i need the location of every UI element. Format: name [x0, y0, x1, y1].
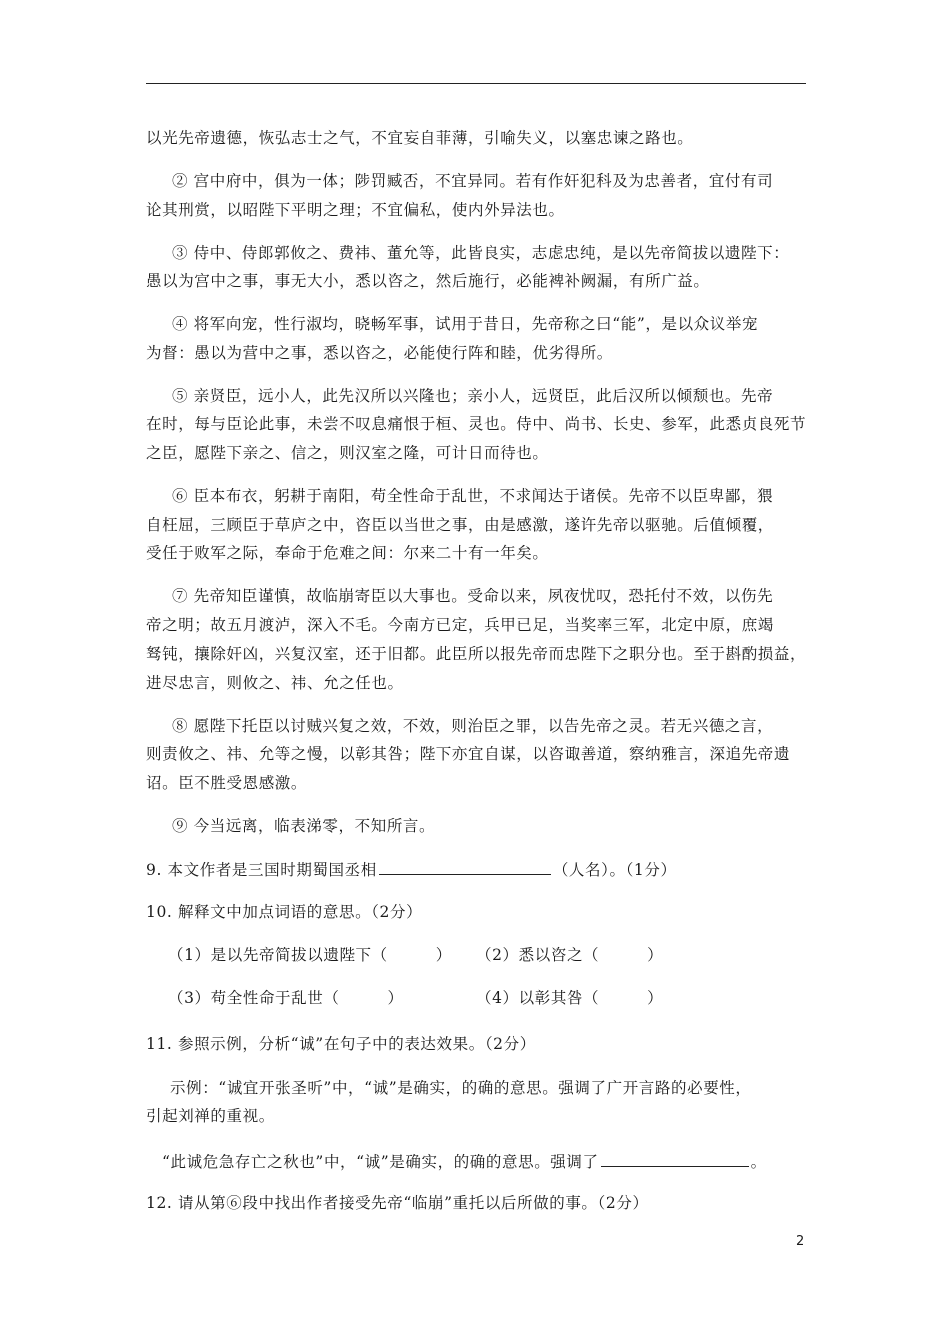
passage-line: 诏。臣不胜受恩感激。	[146, 774, 308, 792]
page-number: 2	[796, 1234, 805, 1249]
question-10: 10. 解释文中加点词语的意思。（2分）	[146, 903, 423, 921]
passage-line: ④ 将军向宠，性行淑均，晓畅军事，试用于昔日，先帝称之曰“能”，是以众议举宠	[172, 315, 759, 333]
passage-line: 进尽忠言，则攸之、祎、允之任也。	[146, 674, 404, 692]
question-11-example: 示例：“诚宜开张圣听”中，“诚”是确实，的确的意思。强调了广开言路的必要性，	[170, 1079, 752, 1097]
passage-line: 受任于败军之际，奉命于危难之间：尔来二十有一年矣。	[146, 544, 549, 562]
question-9-text: 9. 本文作者是三国时期蜀国丞相	[146, 861, 377, 879]
passage-line: 帝之明；故五月渡泸，深入不毛。今南方已定，兵甲已足，当奖率三军，北定中原，庶竭	[146, 616, 774, 634]
question-11-task: “此诚危急存亡之秋也”中，“诚”是确实，的确的意思。强调了 。	[162, 1153, 767, 1171]
passage-line: ⑧ 愿陛下托臣以讨贼兴复之效，不效，则治臣之罪，以告先帝之灵。若无兴德之言，	[172, 717, 774, 735]
passage-line: 之臣，愿陛下亲之、信之，则汉室之隆，可计日而待也。	[146, 444, 549, 462]
question-9	[146, 859, 677, 880]
passage-line: ⑥ 臣本布衣，躬耕于南阳，苟全性命于乱世，不求闻达于诸侯。先帝不以臣卑鄙，猥	[172, 487, 774, 505]
passage-line: 驽钝，攘除奸凶，兴复汉室，还于旧都。此臣所以报先帝而忠陛下之职分也。至于斟酌损益，	[146, 645, 807, 663]
question-11-example: 引起刘禅的重视。	[146, 1107, 275, 1125]
answer-blank-q11[interactable]	[601, 1151, 749, 1167]
passage-line: 自枉屈，三顾臣于草庐之中，咨臣以当世之事，由是感激，遂许先帝以驱驰。后值倾覆，	[146, 516, 774, 534]
passage-line: 在时，每与臣论此事，未尝不叹息痛恨于桓、灵也。侍中、尚书、长史、参军，此悉贞良死节	[146, 415, 807, 433]
passage-line: 则责攸之、祎、允等之慢，以彰其咎；陛下亦宜自谋，以咨诹善道，察纳雅言，深追先帝遗	[146, 745, 791, 763]
passage-line: 为督：愚以为营中之事，悉以咨之，必能使行阵和睦，优劣得所。	[146, 344, 613, 362]
question-10-item-3: （3）苟全性命于乱世（ ）	[168, 989, 404, 1007]
question-10-item-1: （1）是以先帝简拔以遗陛下（ ）	[168, 946, 452, 964]
passage-line: ⑤ 亲贤臣，远小人，此先汉所以兴隆也；亲小人，远贤臣，此后汉所以倾颓也。先帝	[172, 387, 774, 405]
answer-blank-q9[interactable]	[379, 859, 551, 875]
header-rule	[146, 83, 806, 84]
passage-line: ⑦ 先帝知臣谨慎，故临崩寄臣以大事也。受命以来，夙夜忧叹，恐托付不效，以伤先	[172, 587, 774, 605]
passage-line: ③ 侍中、侍郎郭攸之、费祎、董允等，此皆良实，志虑忠纯，是以先帝简拔以遗陛下：	[172, 244, 790, 262]
passage-line: 愚以为宫中之事，事无大小，悉以咨之，然后施行，必能裨补阙漏，有所广益。	[146, 272, 710, 290]
passage-line: 论其刑赏，以昭陛下平明之理；不宜偏私，使内外异法也。	[146, 201, 565, 219]
question-10-item-2: （2）悉以咨之（ ）	[476, 946, 664, 964]
passage-line: 以光先帝遗德，恢弘志士之气，不宜妄自菲薄，引喻失义，以塞忠谏之路也。	[146, 129, 694, 147]
question-11: 11. 参照示例，分析“诚”在句子中的表达效果。（2分）	[146, 1035, 536, 1053]
passage-line: ② 宫中府中，俱为一体；陟罚臧否，不宜异同。若有作奸犯科及为忠善者，宜付有司	[172, 172, 774, 190]
question-10-item-4: （4）以彰其咎（ ）	[476, 989, 664, 1007]
passage-line: ⑨ 今当远离，临表涕零，不知所言。	[172, 817, 436, 835]
question-12: 12. 请从第⑥段中找出作者接受先帝“临崩”重托以后所做的事。（2分）	[146, 1194, 649, 1212]
question-9-suffix: （人名）。（1分）	[552, 861, 677, 879]
